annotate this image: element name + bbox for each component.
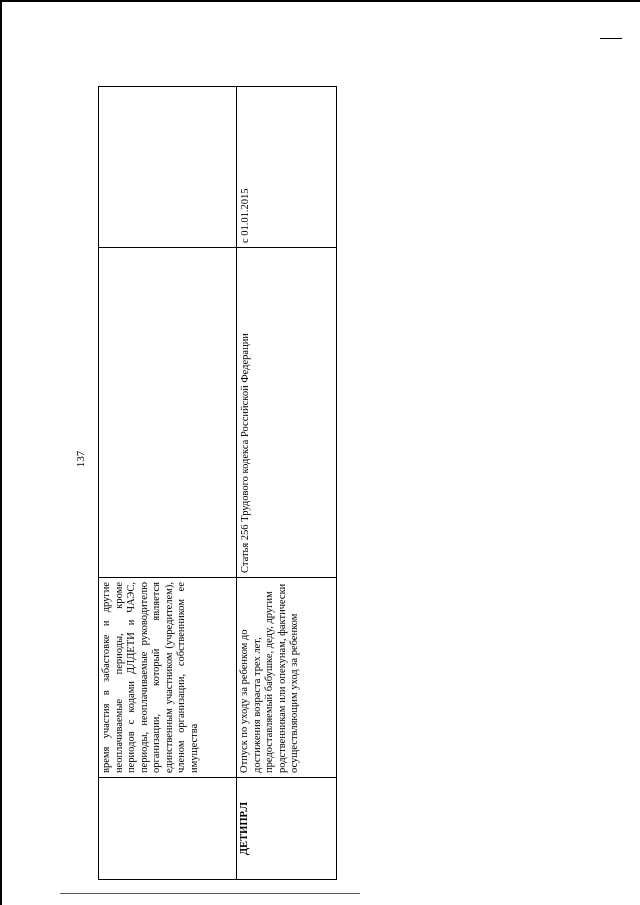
row-effective-date	[99, 87, 237, 248]
page-number: 137	[75, 450, 87, 468]
scan-mark	[600, 38, 622, 39]
codes-table	[98, 86, 337, 880]
row-description: Отпуск по уходу за ребенком до достижения возраста трех лет, предоставляемый бабушке, деду, другим родственникам или опекунам, фактически осуществляющим уход за ребенком	[237, 578, 337, 778]
rotated-page-content	[98, 87, 336, 880]
table-row	[237, 87, 337, 880]
row-law-reference: Статья 256 Трудового кодекса Российской Федерации	[237, 248, 337, 578]
table-row	[99, 87, 237, 880]
row-description: время участия в забастовке и другие неоплачиваемые периоды, кроме периодов с кодами ДЛДЕТИ и ЧАЭС, периоды, неоплачиваемые руководителю организации, который является единственным участником (учредителем), членом организации, собственником ее имущества	[99, 578, 237, 778]
row-law-reference	[99, 248, 237, 578]
scan-edge-bottom	[60, 893, 360, 894]
row-code: ДЕТИПР.Л	[237, 778, 337, 880]
scan-edge-left	[0, 0, 2, 905]
row-effective-date: с 01.01.2015	[237, 87, 337, 248]
row-code	[99, 778, 237, 880]
scan-edge-top	[0, 0, 640, 2]
